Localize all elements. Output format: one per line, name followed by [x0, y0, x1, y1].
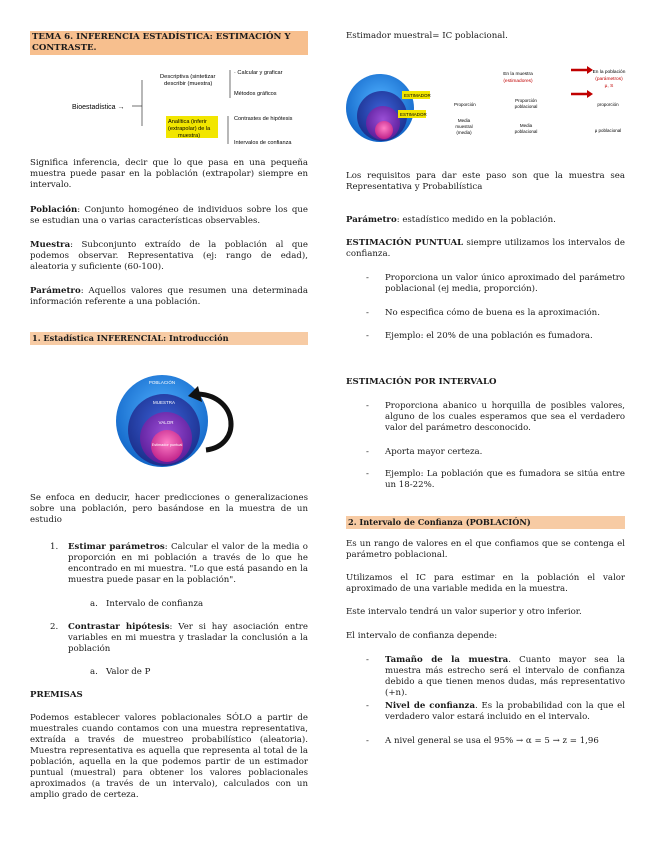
list-subitem-num-2a: a.: [90, 667, 98, 677]
section-header-1: 1. Estadística INFERENCIAL: Introducción: [30, 332, 308, 345]
paragraph-inferencia: Significa inferencia, decir que lo que pasa en una pequeña muestra puede pasar en la población (extrapolar) siempre en intervalo.: [30, 158, 308, 190]
bullet-no-especifica: No especifica cómo de buena es la aproximación.: [385, 308, 600, 318]
paragraph-estimador: Estimador muestral= IC poblacional.: [346, 31, 508, 41]
bullet-dash: -: [366, 701, 369, 711]
paragraph-depende: El intervalo de confianza depende:: [346, 631, 498, 641]
bullet-dash: -: [366, 736, 369, 746]
svg-text:En la población: En la población: [592, 70, 626, 75]
paragraph-rango: Es un rango de valores en el que confiamos que se contenga el parámetro poblacional.: [346, 539, 625, 560]
bullet-valor-unico: Proporciona un valor único aproximado del parámetro poblacional (ej media, proporción).: [385, 273, 625, 294]
paragraph-requisitos: Los requisitos para dar este paso son que la muestra sea Representativa y Probabilística: [346, 171, 625, 192]
svg-text:μ poblacional: μ poblacional: [594, 128, 622, 133]
paragraph-parametro: Parámetro: Aquellos valores que resumen una determinada información referente a una población.: [30, 286, 308, 307]
page-title: TEMA 6. INFERENCIA ESTADÍSTICA: ESTIMACIÓN Y CONTRASTE.: [30, 31, 308, 55]
paragraph-estimacion-puntual: ESTIMACIÓN PUNTUAL siempre utilizamos los intervalos de confianza.: [346, 238, 625, 259]
bullet-dash: -: [366, 469, 369, 479]
left-column: [30, 0, 308, 848]
paragraph-parametro-def: Parámetro: estadístico medido en la población.: [346, 215, 556, 225]
bullet-ejemplo-18-22: Ejemplo: La población que es fumadora se sitúa entre un 18-22%.: [385, 469, 625, 490]
bullet-dash: -: [366, 273, 369, 283]
diagram1-r4: Intervalos de confianza: [234, 140, 292, 146]
diagram1-r2: Métodos gráficos: [234, 91, 277, 97]
heading-premisas: PREMISAS: [30, 690, 83, 700]
svg-text:μ, S: μ, S: [604, 84, 614, 89]
bullet-certeza: Aporta mayor certeza.: [385, 447, 483, 457]
svg-text:Proporción: Proporción: [454, 102, 476, 107]
bullet-dash: -: [366, 447, 369, 457]
svg-text:Proporción: Proporción: [515, 98, 537, 103]
svg-text:ESTIMADOR: ESTIMADOR: [404, 93, 431, 98]
list-item-num-1: 1.: [50, 542, 59, 552]
heading-estimacion-intervalo: ESTIMACIÓN POR INTERVALO: [346, 377, 497, 387]
svg-text:En la muestra: En la muestra: [503, 72, 533, 77]
svg-text:Media: Media: [519, 123, 533, 128]
svg-text:poblacional: poblacional: [514, 129, 538, 134]
paragraph-poblacion: Población: Conjunto homogéneo de individuos sobre los que se estudian una o varias características observables.: [30, 205, 308, 226]
estimador-circles-diagram: [346, 60, 626, 152]
diagram1-center: Bioestadística →: [72, 104, 125, 111]
svg-text:MUESTRA: MUESTRA: [152, 400, 176, 405]
svg-text:Analítica (inferir: Analítica (inferir: [168, 119, 207, 125]
bioestadistica-diagram: [70, 64, 300, 150]
list-subitem-valor-p: Valor de P: [106, 667, 151, 677]
svg-text:muestra): muestra): [178, 133, 201, 139]
paragraph-utilizamos: Utilizamos el IC para estimar en la población el valor aproximado de una variable medida en la muestra.: [346, 573, 625, 594]
svg-text:POBLACIÓN: POBLACIÓN: [148, 380, 176, 385]
bullet-nivel-95: A nivel general se usa el 95% → α = 5 → z = 1,96: [385, 736, 599, 746]
svg-text:(extrapolar) de la: (extrapolar) de la: [168, 126, 211, 132]
bullet-tamano-muestra: Tamaño de la muestra. Cuanto mayor sea la muestra más estrecho será el intervalo de confianza debido a que tienen menos dudas, más representativo (+n).: [385, 655, 625, 698]
svg-text:muestral: muestral: [455, 124, 473, 129]
list-item-estimar: Estimar parámetros: Calcular el valor de la media o proporción en mi población a través de lo que he encontrado en mi muestra. "Lo que está pasando en la muestra puede pasar en la población".: [68, 542, 308, 585]
bullet-dash: -: [366, 655, 369, 665]
bullet-nivel-confianza: Nivel de confianza. Es la probabilidad con la que el verdadero valor estará incluido en el intervalo.: [385, 701, 625, 722]
bullet-dash: -: [366, 331, 369, 341]
diagram1-r1: · Calcular y graficar: [234, 70, 283, 76]
svg-text:(estimadores): (estimadores): [503, 79, 533, 84]
bullet-abanico: Proporciona abanico u horquilla de posibles valores, alguno de los cuales esperamos que sea el verdadero valor del parámetro desconocido.: [385, 401, 625, 433]
diagram1-b1: Descriptiva (sintetizar: [160, 74, 216, 80]
svg-text:ESTIMADOR: ESTIMADOR: [400, 112, 427, 117]
svg-text:VALOR: VALOR: [158, 420, 174, 425]
bullet-dash: -: [366, 308, 369, 318]
svg-text:(parámetros): (parámetros): [595, 77, 623, 82]
list-item-num-2: 2.: [50, 622, 59, 632]
list-subitem-num-1a: a.: [90, 599, 98, 609]
paragraph-premisas: Podemos establecer valores poblacionales SÓLO a partir de muestrales cuando contamos con una muestra representativa, extraída a través de muestreo probabilístico (aleatoria). Muestra representativa es aquella que representa al total de la población, aquella en la que podemos partir de un estimador puntual (muestral) para obtener los valores poblacionales aproximados (a través de un intervalo), calculados con un amplio grado de certeza.: [30, 713, 308, 800]
paragraph-enfoque: Se enfoca en deducir, hacer predicciones o generalizaciones sobre una población, pero basándose en la muestra de un estudio: [30, 493, 308, 525]
bullet-dash: -: [366, 401, 369, 411]
paragraph-muestra: Muestra: Subconjunto extraído de la población al que podemos observar. Representativa (ej: rango de edad), aleatoria y suficiente (60-100).: [30, 240, 308, 272]
paragraph-superior-inferior: Este intervalo tendrá un valor superior y otro inferior.: [346, 607, 582, 617]
inferencia-circles-diagram: [114, 366, 244, 476]
diagram1-r3: Contrastes de hipótesis: [234, 116, 293, 122]
svg-text:(media): (media): [456, 130, 472, 135]
list-item-contrastar: Contrastar hipótesis: Ver si hay asociación entre variables en mi muestra y trasladar la conclusión a la población: [68, 622, 308, 654]
svg-text:Media: Media: [457, 118, 471, 123]
list-subitem-intervalo: Intervalo de confianza: [106, 599, 204, 609]
svg-text:poblacional: poblacional: [514, 104, 538, 109]
section-header-2: 2. Intervalo de Confianza (POBLACIÓN): [346, 516, 625, 529]
svg-text:proporción: proporción: [597, 102, 619, 107]
right-column: [346, 0, 625, 848]
svg-text:describir (muestra): describir (muestra): [164, 81, 213, 87]
bullet-ejemplo-20: Ejemplo: el 20% de una población es fumadora.: [385, 331, 593, 341]
svg-text:Estimador puntual: Estimador puntual: [151, 443, 183, 447]
